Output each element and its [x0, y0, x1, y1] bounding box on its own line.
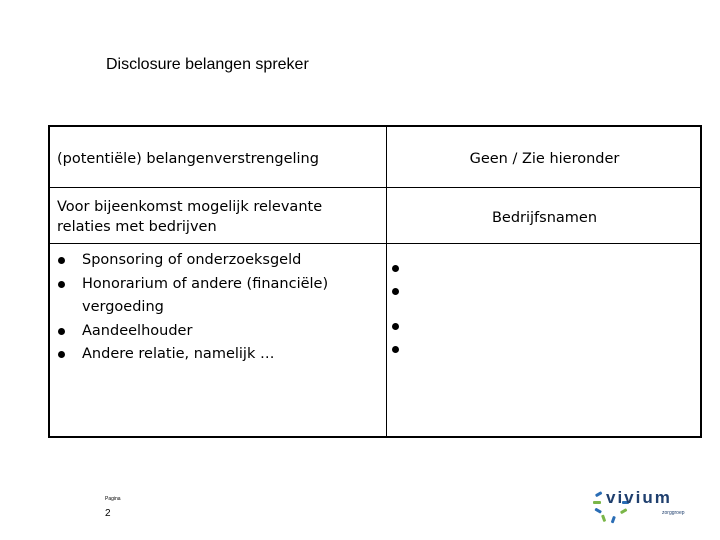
bullet-icon: [58, 281, 65, 288]
bullet-icon: [58, 257, 65, 264]
page-number: 2: [105, 508, 111, 519]
list-item: Sponsoring of onderzoeksgeld: [56, 249, 372, 273]
vivium-logo: [590, 484, 700, 532]
bullet-icon: [58, 351, 65, 358]
column-divider: [386, 127, 387, 436]
conflict-label: (potentiële) belangenverstrengeling: [57, 151, 319, 167]
list-item: Andere relatie, namelijk …: [56, 343, 372, 367]
disclosure-table: [48, 125, 702, 438]
bullet-icon: [392, 346, 399, 353]
company-names-header: Bedrijfsnamen: [491, 210, 598, 226]
row-divider: [50, 243, 700, 244]
relations-label: Voor bijeenkomst mogelijk relevante relaties met bedrijven: [57, 199, 323, 235]
relation-types-list: [56, 249, 372, 367]
row-divider: [50, 187, 700, 188]
bullet-icon: [392, 323, 399, 330]
list-item: Aandeelhouder: [56, 320, 372, 344]
logo-wordmark: vivium: [606, 488, 672, 507]
logo-tagline: zorggroep: [662, 510, 685, 516]
bullet-icon: [392, 288, 399, 295]
slide-title: Disclosure belangen spreker: [106, 56, 309, 73]
bullet-icon: [392, 265, 399, 272]
bullet-icon: [58, 328, 65, 335]
conflict-value: Geen / Zie hieronder: [469, 151, 620, 167]
list-item: Honorarium of andere (financiële) vergoeding: [56, 273, 372, 320]
page-label: Pagina: [105, 496, 121, 502]
